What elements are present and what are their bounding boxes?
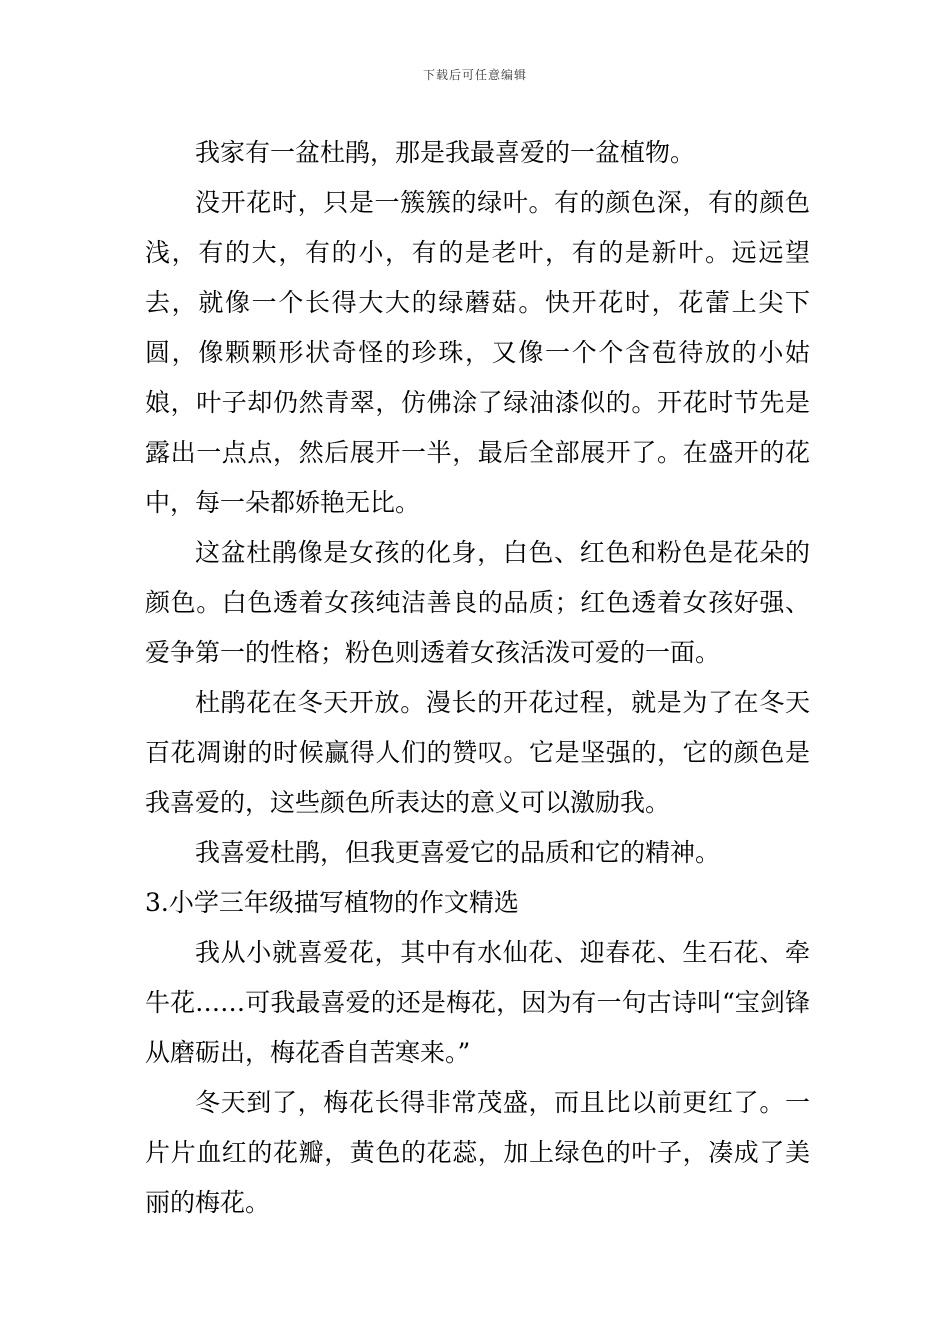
header-note: 下载后可任意编辑	[422, 68, 527, 82]
section-heading: 3.小学三年级描写植物的作文精选	[145, 888, 519, 917]
paragraph-plum-intro: 我从小就喜爱花，其中有水仙花、迎春花、生石花、牵牛花……可我最喜爱的还是梅花，因为有一句古诗叫“宝剑锋从磨砺出，梅花香自苦寒来。”	[145, 938, 810, 1067]
paragraph-colors: 这盆杜鹃像是女孩的化身，白色、红色和粉色是花朵的颜色。白色透着女孩纯洁善良的品质；红色透着女孩好强、爱争第一的性格；粉色则透着女孩活泼可爱的一面。	[145, 538, 810, 667]
paragraph-before-bloom: 没开花时，只是一簇簇的绿叶。有的颜色深，有的颜色浅，有的大，有的小，有的是老叶，有的是新叶。远远望去，就像一个长得大大的绿蘑菇。快开花时，花蕾上尖下圆，像颗颗形状奇怪的珍珠，又像一个个含苞待放的小姑娘，叶子却仍然青翠，仿佛涂了绿油漆似的。开花时节先是露出一点点，然后展开一半，最后全部展开了。在盛开的花中，每一朵都娇艳无比。	[145, 188, 810, 517]
document-body	[145, 128, 810, 1228]
paragraph-conclusion: 我喜爱杜鹃，但我更喜爱它的品质和它的精神。	[195, 838, 721, 867]
paragraph-intro: 我家有一盆杜鹃，那是我最喜爱的一盆植物。	[195, 138, 696, 167]
paragraph-winter: 杜鹃花在冬天开放。漫长的开花过程，就是为了在冬天百花凋谢的时候赢得人们的赞叹。它是坚强的，它的颜色是我喜爱的，这些颜色所表达的意义可以激励我。	[145, 688, 810, 817]
paragraph-plum-winter: 冬天到了，梅花长得非常茂盛，而且比以前更红了。一片片血红的花瓣，黄色的花蕊，加上绿色的叶子，凑成了美丽的梅花。	[145, 1088, 810, 1217]
